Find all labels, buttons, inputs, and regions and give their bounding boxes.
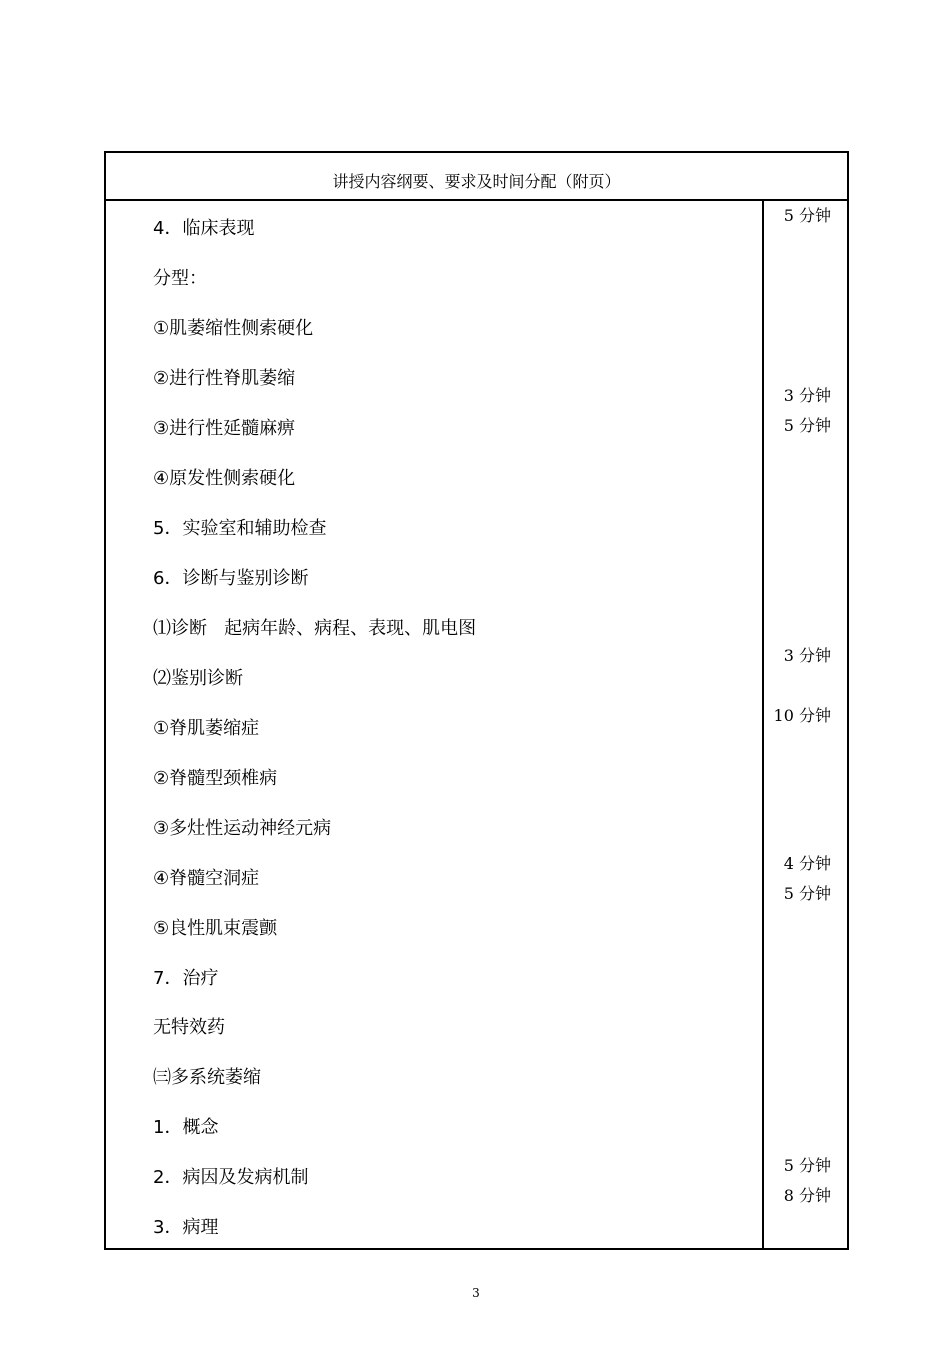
content-line: ⑴诊断 起病年龄、病程、表现、肌电图 (153, 618, 477, 639)
content-line: ㈢多系统萎缩 (153, 1067, 261, 1088)
content-line: ③进行性延髓麻痹 (153, 418, 296, 439)
content-line: 7．治疗 (153, 968, 219, 989)
content-line: 5．实验室和辅助检查 (153, 518, 327, 539)
time-allocation: 3 分钟 (783, 646, 831, 665)
content-line: ⑵鉴别诊断 (153, 668, 243, 689)
content-column (106, 201, 762, 1250)
content-line: ③多灶性运动神经元病 (153, 818, 332, 839)
content-line: 2．病因及发病机制 (153, 1167, 309, 1188)
time-allocation: 5 分钟 (783, 1156, 831, 1175)
content-line: ①脊肌萎缩症 (153, 718, 260, 739)
column-divider (762, 201, 764, 1248)
table-header: 讲授内容纲要、要求及时间分配（附页） (106, 153, 847, 201)
content-line: 1．概念 (153, 1117, 219, 1138)
lecture-outline-table (104, 151, 849, 1250)
content-line: ⑤良性肌束震颤 (153, 918, 278, 939)
content-line: 3．病理 (153, 1217, 219, 1238)
content-line: ①肌萎缩性侧索硬化 (153, 318, 314, 339)
page-number: 3 (472, 1286, 480, 1300)
content-line: 无特效药 (153, 1017, 225, 1038)
content-line: ②脊髓型颈椎病 (153, 768, 278, 789)
time-allocation: 5 分钟 (783, 206, 831, 225)
time-allocation: 5 分钟 (783, 884, 831, 903)
content-line: 分型： (153, 268, 207, 289)
content-line: 4．临床表现 (153, 218, 255, 239)
content-line: 6．诊断与鉴别诊断 (153, 568, 309, 589)
content-line: ④原发性侧索硬化 (153, 468, 296, 489)
time-allocation: 3 分钟 (783, 386, 831, 405)
time-allocation: 8 分钟 (783, 1186, 831, 1205)
content-line: ②进行性脊肌萎缩 (153, 368, 296, 389)
content-line: ④脊髓空洞症 (153, 868, 260, 889)
time-allocation: 10 分钟 (773, 706, 831, 725)
time-allocation: 5 分钟 (783, 416, 831, 435)
time-allocation: 4 分钟 (783, 854, 831, 873)
